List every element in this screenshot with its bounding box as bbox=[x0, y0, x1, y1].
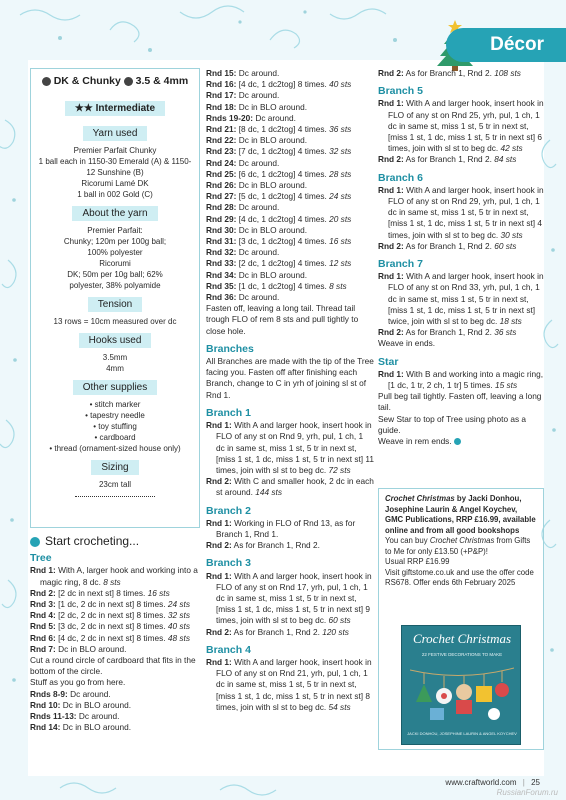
star-rounds bbox=[378, 369, 544, 447]
footer-site: www.craftworld.com bbox=[445, 778, 517, 787]
watermark-text: RussianForum.ru bbox=[496, 788, 558, 797]
branch-3-heading: Branch 3 bbox=[206, 557, 251, 570]
yarn-hook-summary bbox=[37, 76, 193, 87]
cover-subtitle: 22 FESTIVE DECORATIONS TO MAKE bbox=[421, 652, 503, 657]
hook-icon bbox=[124, 77, 133, 86]
round-line: Rnd 2: As for Branch 1, Rnd 2. bbox=[206, 540, 320, 551]
hook-size: 3.5 & 4mm bbox=[135, 75, 189, 87]
round-line: Rnd 22: Dc in BLO around. bbox=[206, 135, 307, 146]
sizing-heading: Sizing bbox=[91, 460, 138, 475]
column-right bbox=[378, 68, 544, 736]
round-line: Rnd 14: Dc in BLO around. bbox=[30, 722, 131, 733]
tree-heading: Tree bbox=[30, 552, 52, 565]
tree-note: Stuff as you go from here. bbox=[30, 677, 126, 688]
round-line: Rnd 1: With A and larger hook, insert hook in FLO of any st on Rnd 9, yrh, pul, 1 ch, 1 dc in same st, miss 1 st, 5 tr in next st, [miss 1 st, 1 dc, miss 1 st, 5 tr in next st] 11 times, join with sl st to beg dc. 72 sts bbox=[206, 420, 374, 475]
round-line: Rnd 1: With A and larger hook, insert hook in FLO of any st on Rnd 33, yrh, pul, 1 ch, 1 dc in same st, miss 1 st, 5 tr in next st, [miss 1 st, 1 dc, miss 1 st, 5 tr in next st] twice, join with sl st to beg dc. 18 sts bbox=[378, 271, 544, 327]
book-visit: Visit giftstome.co.uk and use the offer code RS678. Offer ends 6th February 2025 bbox=[385, 567, 534, 587]
round-line: Rnd 6: [4 dc, 2 dc in next st] 8 times. 48 sts bbox=[30, 632, 191, 643]
tree-rounds-c bbox=[206, 68, 374, 337]
supply-item: • stitch marker bbox=[89, 400, 141, 410]
start-heading: Start crocheting... bbox=[30, 536, 200, 547]
star-heading: Star bbox=[378, 355, 399, 368]
round-line: Rnd 36: Dc around. bbox=[206, 292, 280, 303]
yarn-line: 1 ball each in 1150-30 Emerald (A) & 1150-12 Sunshine (B) bbox=[38, 157, 192, 178]
round-line: Rnd 2: As for Branch 1, Rnd 2. 60 sts bbox=[378, 240, 517, 251]
yarn-used-heading: Yarn used bbox=[83, 126, 148, 141]
tension-heading: Tension bbox=[88, 297, 142, 312]
round-line: Rnd 2: As for Branch 1, Rnd 2. 36 sts bbox=[378, 327, 517, 338]
cover-title: Crochet Christmas bbox=[412, 631, 512, 646]
round-line: Rnd 30: Dc in BLO around. bbox=[206, 224, 307, 235]
star-line: Pull beg tail tightly. Fasten off, leaving a long tail. bbox=[378, 391, 542, 413]
hook-line: 4mm bbox=[106, 364, 124, 374]
supply-item: • thread (ornament-sized house only) bbox=[49, 444, 181, 454]
page-number: 25 bbox=[531, 778, 540, 787]
round-line: Rnd 1: With B and working into a magic ring, [1 dc, 1 tr, 2 ch, 1 tr] 5 times. 15 sts bbox=[378, 368, 544, 391]
branch-7-rounds bbox=[378, 271, 544, 338]
weave-note: Weave in ends. bbox=[378, 338, 436, 349]
round-line: Rnd 2: With C and smaller hook, 2 dc in each st around. 144 sts bbox=[206, 476, 374, 498]
round-line: Rnd 3: [1 dc, 2 dc in next st] 8 times. 24 sts bbox=[30, 599, 191, 610]
round-line: Rnds 19-20: Dc around. bbox=[206, 112, 296, 123]
about-yarn-heading: About the yarn bbox=[72, 206, 157, 221]
round-line: Rnd 31: [3 dc, 1 dc2tog] 4 times. 16 sts bbox=[206, 236, 352, 247]
star-line: Sew Star to top of Tree using photo as a guide. bbox=[378, 413, 527, 435]
branch-6-heading: Branch 6 bbox=[378, 171, 423, 184]
round-line: Rnd 35: [1 dc, 1 dc2tog] 4 times. 8 sts bbox=[206, 280, 347, 291]
round-line: Rnd 15: Dc around. bbox=[206, 68, 280, 78]
decorative-right-margin bbox=[544, 60, 566, 800]
supplies-heading: Other supplies bbox=[73, 380, 157, 395]
round-line: Rnd 29: [4 dc, 1 dc2tog] 4 times. 20 sts bbox=[206, 213, 352, 224]
about-yarn-line: Ricorumi bbox=[99, 259, 131, 269]
tension-text: 13 rows = 10cm measured over dc bbox=[53, 317, 177, 327]
supply-item: • tapestry needle bbox=[85, 411, 145, 421]
round-line: Rnd 1: With A and larger hook, insert hook in FLO of any st on Rnd 21, yrh, pul, 1 ch, 1 dc in same st, miss 1 st, 5 tr in next st, [miss 1 st, 1 dc, miss 1 st, 5 tr in next st] 8 times, join with sl st to beg dc. 54 sts bbox=[206, 656, 372, 712]
branch-1-heading: Branch 1 bbox=[206, 406, 251, 419]
section-title: Décor bbox=[490, 34, 544, 55]
tree-rounds-a bbox=[30, 565, 200, 733]
round-line: Rnd 2: [2 dc in next st] 8 times. 16 sts bbox=[30, 587, 170, 598]
start-crocheting-section bbox=[30, 536, 200, 733]
branch-7-heading: Branch 7 bbox=[378, 258, 423, 271]
about-yarn-line: 100% polyester bbox=[87, 248, 143, 258]
branch-4-heading: Branch 4 bbox=[206, 643, 251, 656]
column-middle bbox=[206, 68, 374, 713]
book-offer: You can buy Crochet Christmas from Gifts to Me for only £13.50 (+P&P)! bbox=[385, 536, 531, 556]
round-line: Rnd 28: Dc around. bbox=[206, 202, 280, 213]
branch-5-heading: Branch 5 bbox=[378, 85, 423, 98]
round-line: Rnd 16: [4 dc, 1 dc2tog] 8 times. 40 sts bbox=[206, 79, 352, 90]
round-line: Rnd 10: Dc in BLO around. bbox=[30, 699, 131, 710]
branch-2-rounds bbox=[206, 518, 374, 552]
round-line: Rnd 21: [8 dc, 1 dc2tog] 4 times. 36 sts bbox=[206, 124, 352, 135]
book-cover-image bbox=[401, 625, 521, 745]
cover-authors: JACKI DONHOU, JOSEPHINE LAURIN & ANGEL KOYCHEV bbox=[407, 730, 517, 736]
book-promo-box bbox=[378, 488, 544, 750]
round-line: Rnds 8-9: Dc around. bbox=[30, 688, 111, 699]
about-yarn-line: Premier Parfait: bbox=[87, 226, 143, 236]
branch-2-heading: Branch 2 bbox=[206, 504, 251, 517]
hooks-heading: Hooks used bbox=[79, 333, 152, 348]
section-tab bbox=[446, 28, 566, 62]
round-line: Rnds 11-13: Dc around. bbox=[30, 711, 120, 722]
yarn-ball-icon bbox=[42, 77, 51, 86]
round-line: Rnd 1: With A, larger hook and working into a magic ring, 8 dc. 8 sts bbox=[30, 565, 198, 587]
star-line: Weave in rem ends. bbox=[378, 436, 544, 447]
ornaments-illustration bbox=[410, 662, 514, 730]
branch-4-continued bbox=[378, 68, 544, 79]
round-line: Rnd 26: Dc in BLO around. bbox=[206, 180, 307, 191]
yarn-ball-icon bbox=[30, 537, 40, 547]
supply-item: • cardboard bbox=[94, 433, 136, 443]
pattern-info-panel bbox=[30, 68, 200, 528]
round-line: Rnd 5: [3 dc, 2 dc in next st] 8 times. 40 sts bbox=[30, 621, 191, 632]
round-line: Rnd 1: With A and larger hook, insert hook in FLO of any st on Rnd 29, yrh, pul, 1 ch, 1 dc in same st, miss 1 st, 5 tr in next st, [miss 1 st, 1 dc, miss 1 st, 5 tr in next st] 4 times, join with sl st to beg dc. 30 sts bbox=[378, 184, 544, 240]
round-line: Rnd 2: As for Branch 1, Rnd 2. 108 sts bbox=[378, 68, 521, 78]
round-line: Rnd 1: Working in FLO of Rnd 13, as for Branch 1, Rnd 1. bbox=[206, 517, 356, 539]
skill-level-badge: ★★ Intermediate bbox=[65, 101, 165, 116]
branches-intro: All Branches are made with the tip of the Tree facing you. Fasten off after finishing each Branch, change to C in yrh of joining sl st of Rnd 1. bbox=[206, 356, 374, 400]
branch-6-rounds bbox=[378, 185, 544, 252]
tree-finish: Fasten off, leaving a long tail. Thread tail trough FLO of rem 8 sts and pull tightly to close hole. bbox=[206, 303, 359, 336]
dotted-divider bbox=[75, 496, 155, 497]
round-line: Rnd 18: Dc in BLO around. bbox=[206, 101, 307, 112]
tree-note: Cut a round circle of cardboard that fits in the bottom of the circle. bbox=[30, 655, 196, 677]
about-yarn-line: Chunky; 120m per 100g ball; bbox=[63, 237, 167, 247]
branches-heading: Branches bbox=[206, 342, 254, 355]
about-yarn-line: DK; 50m per 10g ball; 62% bbox=[67, 270, 163, 280]
book-usual-price: Usual RRP £16.99 bbox=[385, 557, 450, 566]
round-line: Rnd 24: Dc around. bbox=[206, 157, 280, 168]
page-content bbox=[30, 68, 544, 768]
book-credit: Crochet Christmas by Jacki Donhou, Josephine Laurin & Angel Koychev, GMC Publications, RRP £16.99, available online and from all good bookshops bbox=[385, 494, 536, 535]
end-marker-icon bbox=[454, 438, 461, 445]
round-line: Rnd 1: With A and larger hook, insert hook in FLO of any st on Rnd 17, yrh, pul, 1 ch, 1 dc in same st, miss 1 st, 5 tr in next st, [miss 1 st, 1 dc, miss 1 st, 5 tr in next st] 9 times, join with sl st to beg dc. 60 sts bbox=[206, 570, 372, 626]
round-line: Rnd 7: Dc in BLO around. bbox=[30, 643, 127, 654]
sizing-text: 23cm tall bbox=[98, 480, 131, 490]
hook-line: 3.5mm bbox=[102, 353, 128, 363]
branch-4-rounds bbox=[206, 657, 374, 713]
round-line: Rnd 33: [2 dc, 1 dc2tog] 4 times. 12 sts bbox=[206, 258, 352, 269]
branch-5-rounds bbox=[378, 98, 544, 165]
round-line: Rnd 23: [7 dc, 1 dc2tog] 4 times. 32 sts bbox=[206, 146, 352, 157]
round-line: Rnd 4: [2 dc, 2 dc in next st] 8 times. 32 sts bbox=[30, 610, 191, 621]
round-line: Rnd 1: With A and larger hook, insert hook in FLO of any st on Rnd 25, yrh, pul, 1 ch, 1 dc in same st, miss 1 st, 5 tr in next st, [miss 1 st, 1 dc, miss 1 st, 5 tr in next st] 6 times, join with sl st to beg dc. 42 sts bbox=[378, 98, 544, 154]
round-line: Rnd 2: As for Branch 1, Rnd 2. 120 sts bbox=[206, 626, 349, 637]
page-footer: www.craftworld.com | 25 bbox=[445, 778, 540, 787]
round-line: Rnd 32: Dc around. bbox=[206, 247, 280, 258]
decorative-left-margin bbox=[0, 60, 28, 800]
branch-3-rounds bbox=[206, 571, 374, 638]
round-line: Rnd 17: Dc around. bbox=[206, 90, 280, 101]
round-line: Rnd 25: [6 dc, 1 dc2tog] 4 times. 28 sts bbox=[206, 168, 352, 179]
round-line: Rnd 2: As for Branch 1, Rnd 2. 84 sts bbox=[378, 154, 517, 165]
about-yarn-line: polyester, 38% polyamide bbox=[69, 281, 161, 291]
yarn-weight: DK & Chunky bbox=[53, 75, 121, 87]
branch-1-rounds bbox=[206, 420, 374, 498]
supply-item: • toy stuffing bbox=[93, 422, 137, 432]
yarn-line: Premier Parfait Chunky bbox=[73, 146, 157, 156]
round-line: Rnd 27: [5 dc, 1 dc2tog] 4 times. 24 sts bbox=[206, 191, 352, 202]
round-line: Rnd 34: Dc in BLO around. bbox=[206, 269, 307, 280]
yarn-line: 1 ball in 002 Gold (C) bbox=[77, 190, 153, 200]
yarn-line: Ricorumi Lamé DK bbox=[81, 179, 149, 189]
